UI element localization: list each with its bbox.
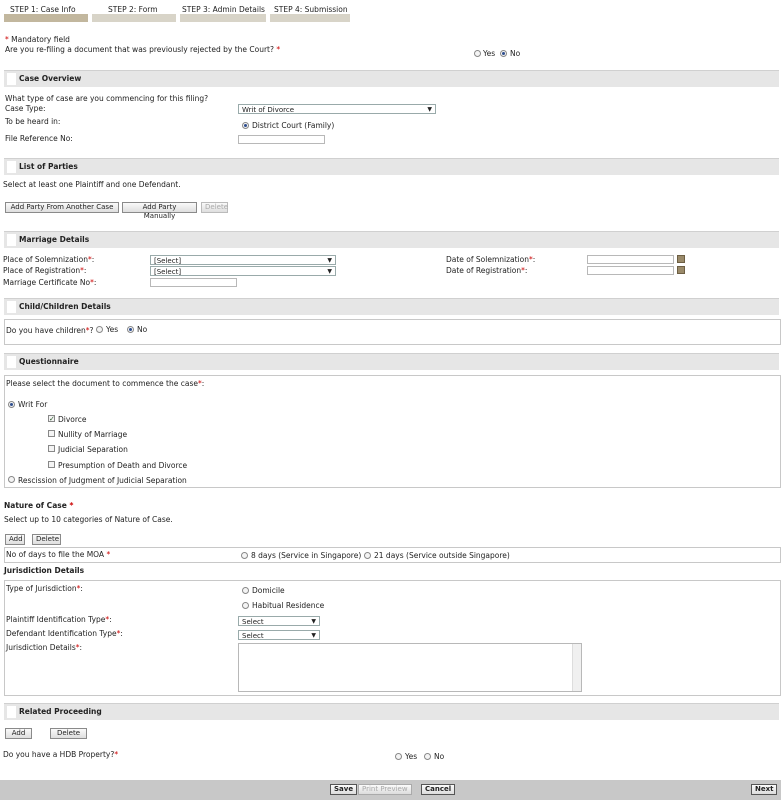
cert-label: Marriage Certificate No*: <box>3 278 97 287</box>
hdb-yes-radio[interactable] <box>395 753 402 760</box>
refiling-yes-label: Yes <box>483 49 496 58</box>
habitual-label: Habitual Residence <box>252 601 325 610</box>
judicial-separation-label: Judicial Separation <box>58 445 128 454</box>
date-solem-label: Date of Solemnization*: <box>446 255 536 264</box>
calendar-icon[interactable] <box>677 255 685 263</box>
section-title: Child/Children Details <box>19 302 111 311</box>
presumption-label: Presumption of Death and Divorce <box>58 461 188 470</box>
place-solem-select[interactable]: [Select] ▼ <box>150 255 336 265</box>
case-type-select[interactable]: Writ of Divorce ▼ <box>238 104 436 114</box>
section-marriage-details <box>4 231 779 248</box>
moa-21days-radio[interactable] <box>364 552 371 559</box>
chevron-down-icon: ▼ <box>311 618 316 625</box>
parties-instruction: Select at least one Plaintiff and one Defendant. <box>3 180 181 189</box>
moa-21days-label: 21 days (Service outside Singapore) <box>374 551 510 560</box>
section-case-overview <box>4 70 779 87</box>
section-children-details <box>4 298 779 315</box>
related-delete-button[interactable]: Delete <box>50 728 87 739</box>
section-title: Questionnaire <box>19 357 79 366</box>
related-add-button[interactable]: Add <box>5 728 32 739</box>
refiling-no-radio[interactable] <box>500 50 507 57</box>
case-type-label: Case Type: <box>5 104 46 113</box>
next-button[interactable]: Next <box>751 784 777 795</box>
divorce-label: Divorce <box>58 415 87 424</box>
nature-instruction: Select up to 10 categories of Nature of Case. <box>4 515 173 524</box>
rescission-radio[interactable] <box>8 476 15 483</box>
nullity-label: Nullity of Marriage <box>58 430 128 439</box>
defendant-id-label: Defendant Identification Type*: <box>6 629 123 638</box>
domicile-label: Domicile <box>252 586 285 595</box>
moa-8days-radio[interactable] <box>241 552 248 559</box>
step-1-label: STEP 1: Case Info <box>10 5 76 14</box>
chevron-down-icon: ▼ <box>327 257 332 264</box>
heard-in-radio[interactable] <box>242 122 249 129</box>
step-3-label: STEP 3: Admin Details <box>182 5 265 14</box>
divorce-checkbox[interactable]: ✓ <box>49 415 55 423</box>
section-title: Case Overview <box>19 74 82 83</box>
jurisdiction-details-label: Jurisdiction Details*: <box>6 643 83 652</box>
domicile-radio[interactable] <box>242 587 249 594</box>
print-preview-button[interactable]: Print Preview <box>358 784 412 795</box>
plaintiff-id-label: Plaintiff Identification Type*: <box>6 615 112 624</box>
jurisdiction-details-textarea[interactable] <box>238 643 582 692</box>
cert-input[interactable] <box>150 278 237 287</box>
section-title: Marriage Details <box>19 235 90 244</box>
cancel-button[interactable]: Cancel <box>421 784 455 795</box>
moa-label: No of days to file the MOA * <box>6 550 111 559</box>
step-4-label: STEP 4: Submission <box>274 5 348 14</box>
place-reg-label: Place of Registration*: <box>3 266 87 275</box>
presumption-checkbox[interactable] <box>48 461 55 468</box>
hdb-question: Do you have a HDB Property?* <box>3 750 119 759</box>
children-yes-radio[interactable] <box>96 326 103 333</box>
section-title: Related Proceeding <box>19 707 102 716</box>
rescission-label: Rescission of Judgment of Judicial Separation <box>18 476 187 485</box>
file-ref-input[interactable] <box>238 135 325 144</box>
chevron-down-icon: ▼ <box>311 632 316 639</box>
date-reg-input[interactable] <box>587 266 674 275</box>
habitual-radio[interactable] <box>242 602 249 609</box>
heard-in-label: To be heard in: <box>5 117 61 126</box>
file-ref-label: File Reference No: <box>5 134 73 143</box>
writ-for-label: Writ For <box>18 400 48 409</box>
children-yes-label: Yes <box>106 325 119 334</box>
nature-add-button[interactable]: Add <box>5 534 25 545</box>
calendar-icon[interactable] <box>677 266 685 274</box>
mandatory-note: * Mandatory field <box>5 35 70 44</box>
questionnaire-prompt: Please select the document to commence the case*: <box>6 379 205 388</box>
save-button[interactable]: Save <box>330 784 357 795</box>
add-party-manually-button[interactable]: Add Party Manually <box>122 202 197 213</box>
refiling-question: Are you re-filing a document that was previously rejected by the Court? * <box>5 45 281 54</box>
children-question: Do you have children*? <box>6 326 94 335</box>
nullity-checkbox[interactable] <box>48 430 55 437</box>
chevron-down-icon: ▼ <box>327 268 332 275</box>
moa-8days-label: 8 days (Service in Singapore) <box>251 551 362 560</box>
jurisdiction-title: Jurisdiction Details <box>4 566 85 575</box>
step-2-label: STEP 2: Form <box>108 5 158 14</box>
date-reg-label: Date of Registration*: <box>446 266 528 275</box>
defendant-id-select[interactable]: Select ▼ <box>238 630 320 640</box>
add-party-from-case-button[interactable]: Add Party From Another Case <box>5 202 119 213</box>
writ-for-radio[interactable] <box>8 401 15 408</box>
plaintiff-id-select[interactable]: Select ▼ <box>238 616 320 626</box>
refiling-yes-radio[interactable] <box>474 50 481 57</box>
children-no-label: No <box>137 325 148 334</box>
nature-delete-button[interactable]: Delete <box>32 534 61 545</box>
section-questionnaire <box>4 353 779 370</box>
section-list-of-parties <box>4 158 779 175</box>
hdb-no-label: No <box>434 752 445 761</box>
judicial-separation-checkbox[interactable] <box>48 445 55 452</box>
place-reg-select[interactable]: [Select] ▼ <box>150 266 336 276</box>
case-question: What type of case are you commencing for this filing? <box>5 94 209 103</box>
footer-bar <box>0 780 781 800</box>
refiling-no-label: No <box>510 49 521 58</box>
section-related-proceeding <box>4 703 779 720</box>
children-no-radio[interactable] <box>127 326 134 333</box>
scrollbar[interactable] <box>572 644 581 691</box>
hdb-yes-label: Yes <box>405 752 418 761</box>
date-solem-input[interactable] <box>587 255 674 264</box>
section-title: List of Parties <box>19 162 78 171</box>
children-box <box>4 319 781 345</box>
chevron-down-icon: ▼ <box>427 106 432 113</box>
hdb-no-radio[interactable] <box>424 753 431 760</box>
heard-in-value: District Court (Family) <box>252 121 335 130</box>
nature-title: Nature of Case * <box>4 501 74 510</box>
jurisdiction-type-label: Type of Jurisdiction*: <box>6 584 83 593</box>
delete-party-button[interactable]: Delete <box>201 202 228 213</box>
place-solem-label: Place of Solemnization*: <box>3 255 95 264</box>
